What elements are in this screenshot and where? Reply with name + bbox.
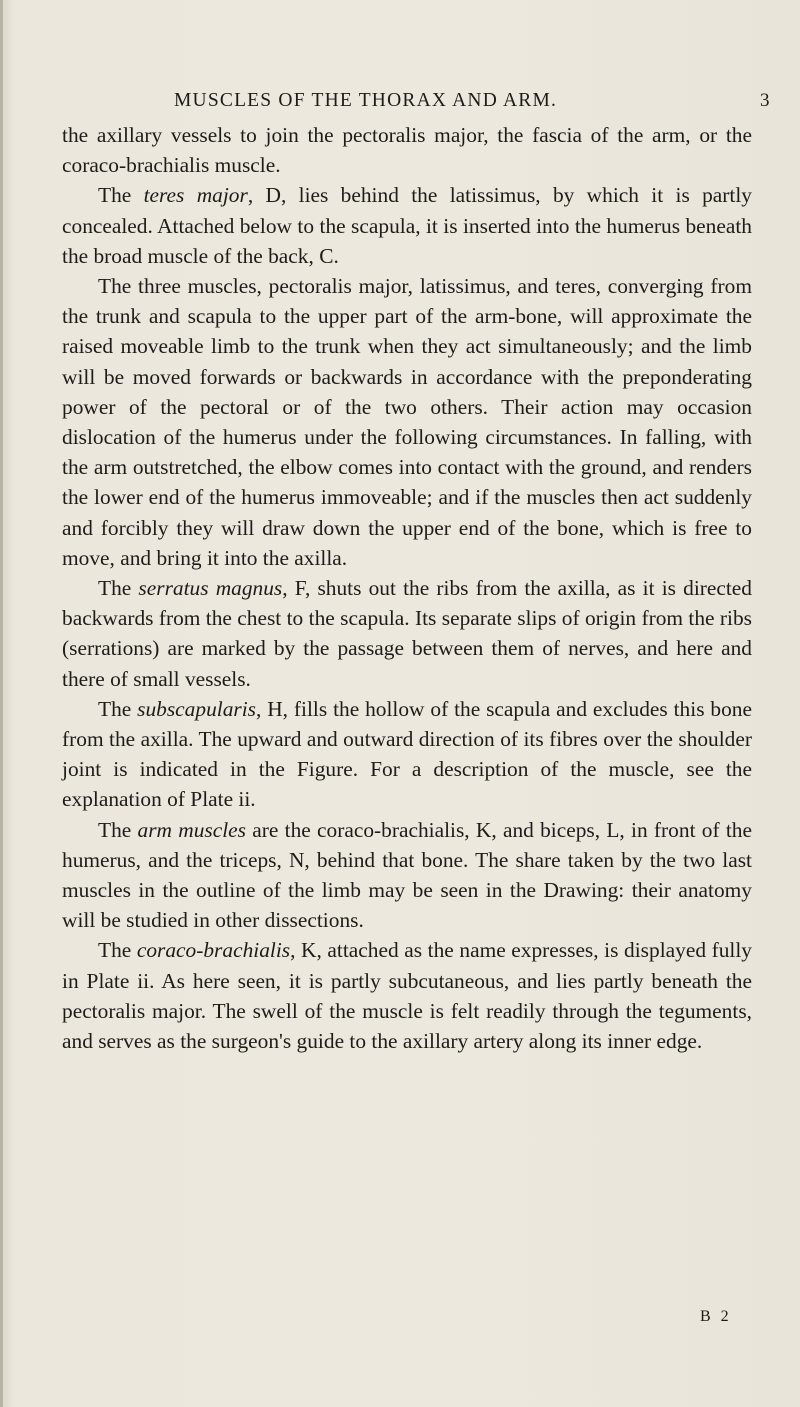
page-number: 3 (760, 90, 770, 111)
text-run: , F, shuts out the ribs from the axilla, as it is directed backwards from the chest to the scapula. Its separate slips of origin from the ribs (serrations) are marked by the passage between them of nerves, and here and there of small vessels. (62, 576, 753, 691)
paragraph (62, 271, 752, 573)
paragraph (62, 935, 752, 1056)
text-run: The (98, 696, 138, 721)
text-run: , K, attached as the name expresses, is displayed fully in Plate ii. As here seen, it is partly subcutaneous, and lies partly beneath the pectoralis major. The swell of the muscle is felt readily through the teguments, and serves as the surgeon's guide to the axillary artery along its inner edge. (62, 938, 752, 1054)
text-run: are the coraco-brachialis, K, and biceps, L, in front of the humerus, and the triceps, N, behind that bone. The share taken by the two last muscles in the outline of the limb may be seen in the Drawing: their anatomy will be studied in other dissections. (62, 817, 752, 933)
italic-term: serratus magnus (138, 576, 283, 601)
text-run: , H, fills the hollow of the scapula and excludes this bone from the axilla. The upward and outward direction of its fibres over the shoulder joint is indicated in the Figure. For a description of the muscle, see the explanation of Plate ii. (62, 696, 752, 812)
body-text (62, 120, 752, 1056)
text-run: The three muscles, pectoralis major, latissimus, and teres, converging from the trunk and scapula to the upper part of the arm-bone, will approximate the raised moveable limb to the trunk when they act simultaneously; and the limb will be moved forwards or backwards in accordance with the preponderating power of the pectoral or of the two others. Their action may occasion dislocation of the humerus under the following circumstances. In falling, with the arm outstretched, the elbow comes into contact with the ground, and renders the lower end of the humerus immoveable; and if the muscles then act suddenly and forcibly they will draw down the upper end of the bone, which is free to move, and bring it into the axilla. (62, 274, 752, 570)
italic-term: coraco-brachialis (136, 938, 291, 963)
page-gutter-edge (0, 0, 3, 1407)
text-run: The (98, 183, 144, 208)
text-run: the axillary vessels to join the pectoralis major, the fascia of the arm, or the coraco-brachialis muscle. (62, 123, 752, 178)
italic-term: arm muscles (137, 817, 246, 842)
text-run: The (98, 817, 138, 842)
running-head: MUSCLES OF THE THORAX AND ARM. (174, 90, 558, 111)
signature-mark: B 2 (700, 1308, 732, 1325)
text-run: , D, lies behind the latissimus, by which it is partly concealed. Attached below to the scapula, it is inserted into the humerus beneath the broad muscle of the back, C. (62, 183, 752, 268)
italic-term: subscapularis (137, 696, 256, 721)
paragraph (62, 694, 752, 815)
text-run: The (98, 576, 139, 601)
italic-term: teres major (143, 183, 248, 208)
paragraph (62, 120, 752, 180)
paragraph (62, 573, 752, 694)
text-run: The (98, 938, 137, 963)
page-header (0, 90, 800, 114)
paragraph (62, 180, 752, 271)
paragraph (62, 815, 752, 936)
